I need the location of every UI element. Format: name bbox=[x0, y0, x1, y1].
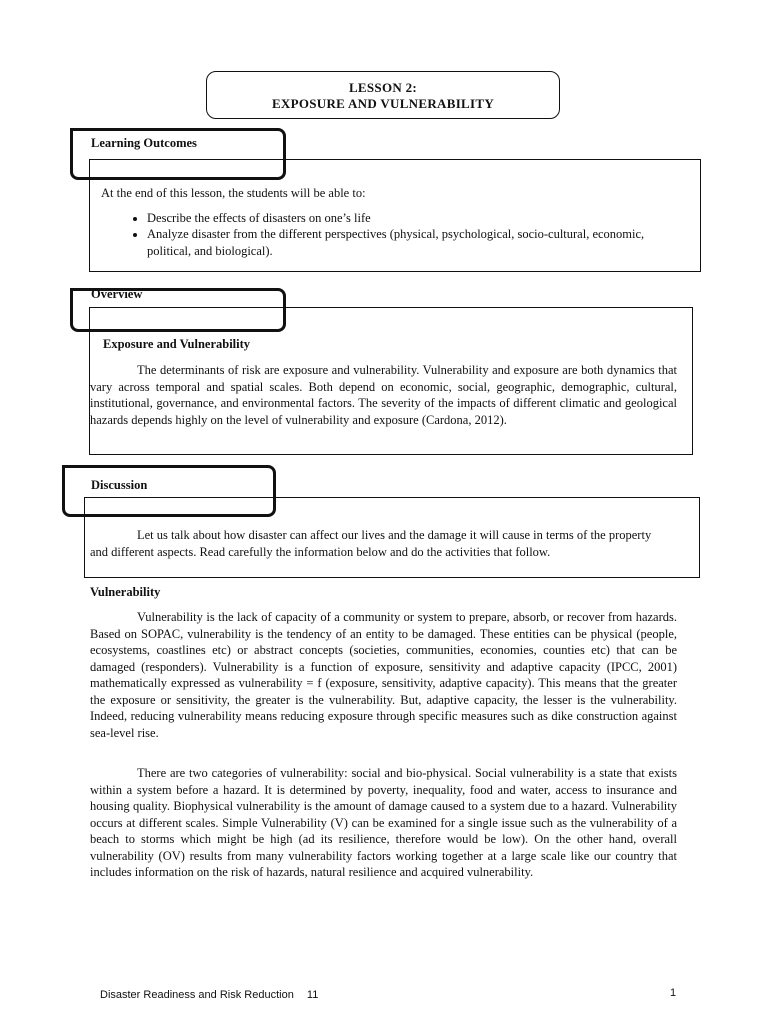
lesson-number: LESSON 2: bbox=[348, 80, 418, 95]
vulnerability-heading: Vulnerability bbox=[90, 585, 161, 599]
vulnerability-paragraph-2: There are two categories of vulnerability: social and bio-physical. Social vulnerability is a state that exists within a system before a hazard. It is determined by poverty, inequality, food and water, access to insurance and housing quality. Biophysical vulnerability is the amount of damage caused to a system due to a hazard. Vulnerability occurs at different scales. Simple Vulnerability (V) can be examined for a single issue such as the vulnerability of a beach to storms which might be high (ad its resilience, therefore would be low). On the other hand, overall vulnerability (OV) results from many vulnerability factors working together at a large scale like our country that includes information on the risk of hazards, natural resilience and acquired vulnerability. bbox=[90, 766, 677, 879]
vulnerability-paragraph-1: Vulnerability is the lack of capacity of a community or system to prepare, absorb, or recover from hazards. Based on SOPAC, vulnerability is the tendency of an entity to be damaged. These entities can be physical (people, ecosystems, coastlines etc) or abstract concepts (societies, communities, economies, counties etc) that can be damaged (responders). Vulnerability is a function of exposure, sensitivity and adaptive capacity (IPCC, 2001) mathematically expressed as vulnerability = f (exposure, sensitivity, adaptive capacity). This means that the greater the exposure or sensitivity, the greater is the vulnerability. But, adaptive capacity, the lesser is the vulnerability. Indeed, reducing vulnerability means reducing exposure through specific measures such as dike construction against sea-level rise. bbox=[90, 610, 677, 740]
overview-heading: Overview bbox=[91, 287, 143, 301]
learning-outcomes-content bbox=[101, 185, 681, 259]
overview-subheading: Exposure and Vulnerability bbox=[103, 337, 251, 351]
footer-course: Disaster Readiness and Risk Reduction bbox=[100, 989, 294, 1001]
discussion-paragraph: Let us talk about how disaster can affect our lives and the damage it will cause in terms of the property and different aspects. Read carefully the information below and do the activities that follow. bbox=[90, 528, 652, 559]
learning-outcomes-intro: At the end of this lesson, the students will be able to: bbox=[101, 186, 366, 200]
lesson-title-box bbox=[206, 71, 560, 119]
overview-paragraph: The determinants of risk are exposure and vulnerability. Vulnerability and exposure are both dynamics that vary across temporal and spatial scales. Both depend on economic, social, geographic, demographic, cultural, institutional, governance, and environmental factors. The severity of the impacts of different climatic and geological hazards depends highly on the level of vulnerability and exposure (Cardona, 2012). bbox=[90, 363, 677, 427]
footer-grade: 11 bbox=[306, 989, 319, 1001]
discussion-heading: Discussion bbox=[91, 478, 148, 492]
page-number: 1 bbox=[670, 987, 677, 999]
list-item: • Analyze disaster from the different perspectives (physical, psychological, socio-cultural, economic, political, and biological). bbox=[147, 226, 681, 259]
footer bbox=[100, 989, 318, 1001]
lesson-title: EXPOSURE AND VULNERABILITY bbox=[271, 96, 495, 111]
learning-outcomes-heading: Learning Outcomes bbox=[91, 136, 197, 150]
list-item: • Describe the effects of disasters on one’s life bbox=[147, 210, 681, 227]
learning-outcomes-list bbox=[101, 210, 681, 260]
